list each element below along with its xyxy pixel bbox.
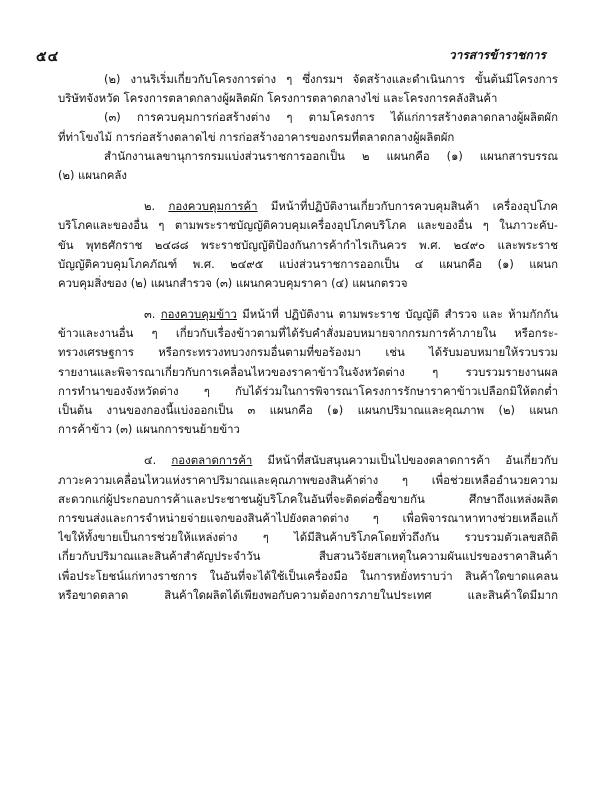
- paragraph-gap: [58, 439, 558, 451]
- text-line: สะดวกแก่ผู้ประกอบการค้าและประชาชนผู้บริโภคในอันที่จะติดต่อซื้อขายกัน ศึกษาถึงแหล่งผลิต: [58, 491, 558, 506]
- text-line: สำนักงานเลขานุการกรมแบ่งส่วนราชการออกเป็น ๒ แผนกคือ (๑) แผนกสารบรรณ: [104, 148, 558, 163]
- text-line: ๓. กองควบคุมข้าว มีหน้าที่ ปฏิบัติงาน ตามพระราช บัญญัติ สำรวจ และ ห้ามกักกัน: [144, 307, 558, 322]
- text-line: ภาวะความเคลื่อนไหวแห่งราคาปริมาณและคุณภาพของสินค้าต่าง ๆ เพื่อช่วยเหลืออำนวยความ: [58, 472, 558, 487]
- text-line: การขนส่งและการจำหน่ายจ่ายแจกของสินค้าไปยังตลาดต่าง ๆ เพื่อพิจารณาหาทางช่วยเหลือแก้: [58, 510, 558, 525]
- text-line: ทรวงเศรษฐการ หรือกระทรวงทบวงกรมอื่นตามที่ขอร้องมา เช่น ได้รับมอบหมายให้รวบรวม: [58, 345, 558, 360]
- text-line: การค้าข้าว (๓) แผนกการขนย้ายข้าว: [58, 422, 240, 437]
- text-line: (๓) การควบคุมการก่อสร้างต่าง ๆ ตามโครงการ ได้แก่การสร้างตลาดกลางผู้ผลิตผัก: [104, 110, 558, 125]
- section-heading: กองควบคุมข้าว: [160, 307, 237, 322]
- text-line: ๔. กองตลาดการค้า มีหน้าที่สนับสนุนความเป็นไปของตลาดการค้า อันเกี่ยวกับ: [144, 453, 558, 468]
- section-heading: กองตลาดการค้า: [171, 453, 253, 468]
- paragraph-gap: [58, 293, 558, 305]
- running-header-title: วารสารข้าราชการ: [448, 48, 546, 62]
- text-line: เพื่อประโยชน์แก่ทางราชการ ในอันที่จะได้ใช้เป็นเครื่องมือ ในการหยั่งทราบว่า สินค้าใดขาดแคลน: [58, 568, 558, 583]
- text-line: การทำนาของจังหวัดต่าง ๆ กับได้ร่วมในการพิจารณาโครงการรักษาราคาข้าวเปลือกมิให้ตกต่ำ: [58, 383, 558, 398]
- text-line: ที่ท่าโขงไม้ การก่อสร้างตลาดไข่ การก่อสร้างอาคารของกรมที่ตลาดกลางผู้ผลิตผัก: [58, 129, 455, 144]
- text-line: บัญญัติควบคุมโภคภัณฑ์ พ.ศ. ๒๔๙๕ แบ่งส่วนราชการออกเป็น ๔ แผนกคือ (๑) แผนก: [58, 256, 558, 271]
- text-line: ข้าวและงานอื่น ๆ เกี่ยวกับเรื่องข้าวตามที่ได้รับคำสั่งมอบหมายจากกรมการค้าภายใน หรือกระ-: [58, 326, 558, 341]
- text-line: ไขให้ทั้งขายเป็นการช่วยให้แหล่งต่าง ๆ ได้มีสินค้าบริโภคโดยทั่วถึงกัน รวบรวมตัวเลขสถิติ: [58, 530, 558, 545]
- text-line: หรือขาดตลาด สินค้าใดผลิตได้เพียงพอกับความต้องการภายในประเทศ และสินค้าใดมีมาก: [58, 587, 558, 602]
- document-body: [58, 70, 558, 605]
- text-line: ควบคุมสิ่งของ (๒) แผนกสำรวจ (๓) แผนกควบคุมราคา (๔) แผนกตรวจ: [58, 275, 408, 290]
- text-line: (๒) แผนกคลัง: [58, 167, 127, 182]
- paragraph-gap: [58, 185, 558, 197]
- text-line: บริษัทจังหวัด โครงการตลาดกลางผู้ผลิตผัก โครงการตลาดกลางไข่ และโครงการคลังสินค้า: [58, 91, 498, 106]
- text-line: (๒) งานริเริ่มเกี่ยวกับโครงการต่าง ๆ ซึ่งกรมฯ จัดสร้างและดำเนินการ ขั้นต้นมีโครงการ: [104, 72, 558, 86]
- text-line: บริโภคและของอื่น ๆ ตามพระราชบัญญัติควบคุมเครื่องอุปโภคบริโภค และของอื่น ๆ ในภาวะคับ-: [58, 218, 558, 233]
- text-line: เกี่ยวกับปริมาณและสินค้าสำคัญประจำวัน สืบสวนวิจัยสาเหตุในความผันแปรของราคาสินค้า: [58, 549, 558, 564]
- text-line: รายงานและพิจารณาเกี่ยวกับการเคลื่อนไหวของราคาข้าวในจังหวัดต่าง ๆ รวบรวมรายงานผล: [58, 364, 558, 379]
- text-line: ๒. กองควบคุมการค้า มีหน้าที่ปฏิบัติงานเกี่ยวกับการควบคุมสินค้า เครื่องอุปโภค: [144, 199, 558, 214]
- text-line: ขัน พุทธศักราช ๒๔๘๘ พระราชบัญญัติป้องกันการค้ากำไรเกินควร พ.ศ. ๒๔๙๐ และพระราช: [58, 237, 558, 252]
- page-number: ๕๔: [36, 49, 60, 65]
- text-line: เป็นต้น งานของกองนี้แบ่งออกเป็น ๓ แผนกคือ (๑) แผนกปริมาณและคุณภาพ (๒) แผนก: [58, 403, 558, 417]
- section-heading: กองควบคุมการค้า: [168, 199, 258, 214]
